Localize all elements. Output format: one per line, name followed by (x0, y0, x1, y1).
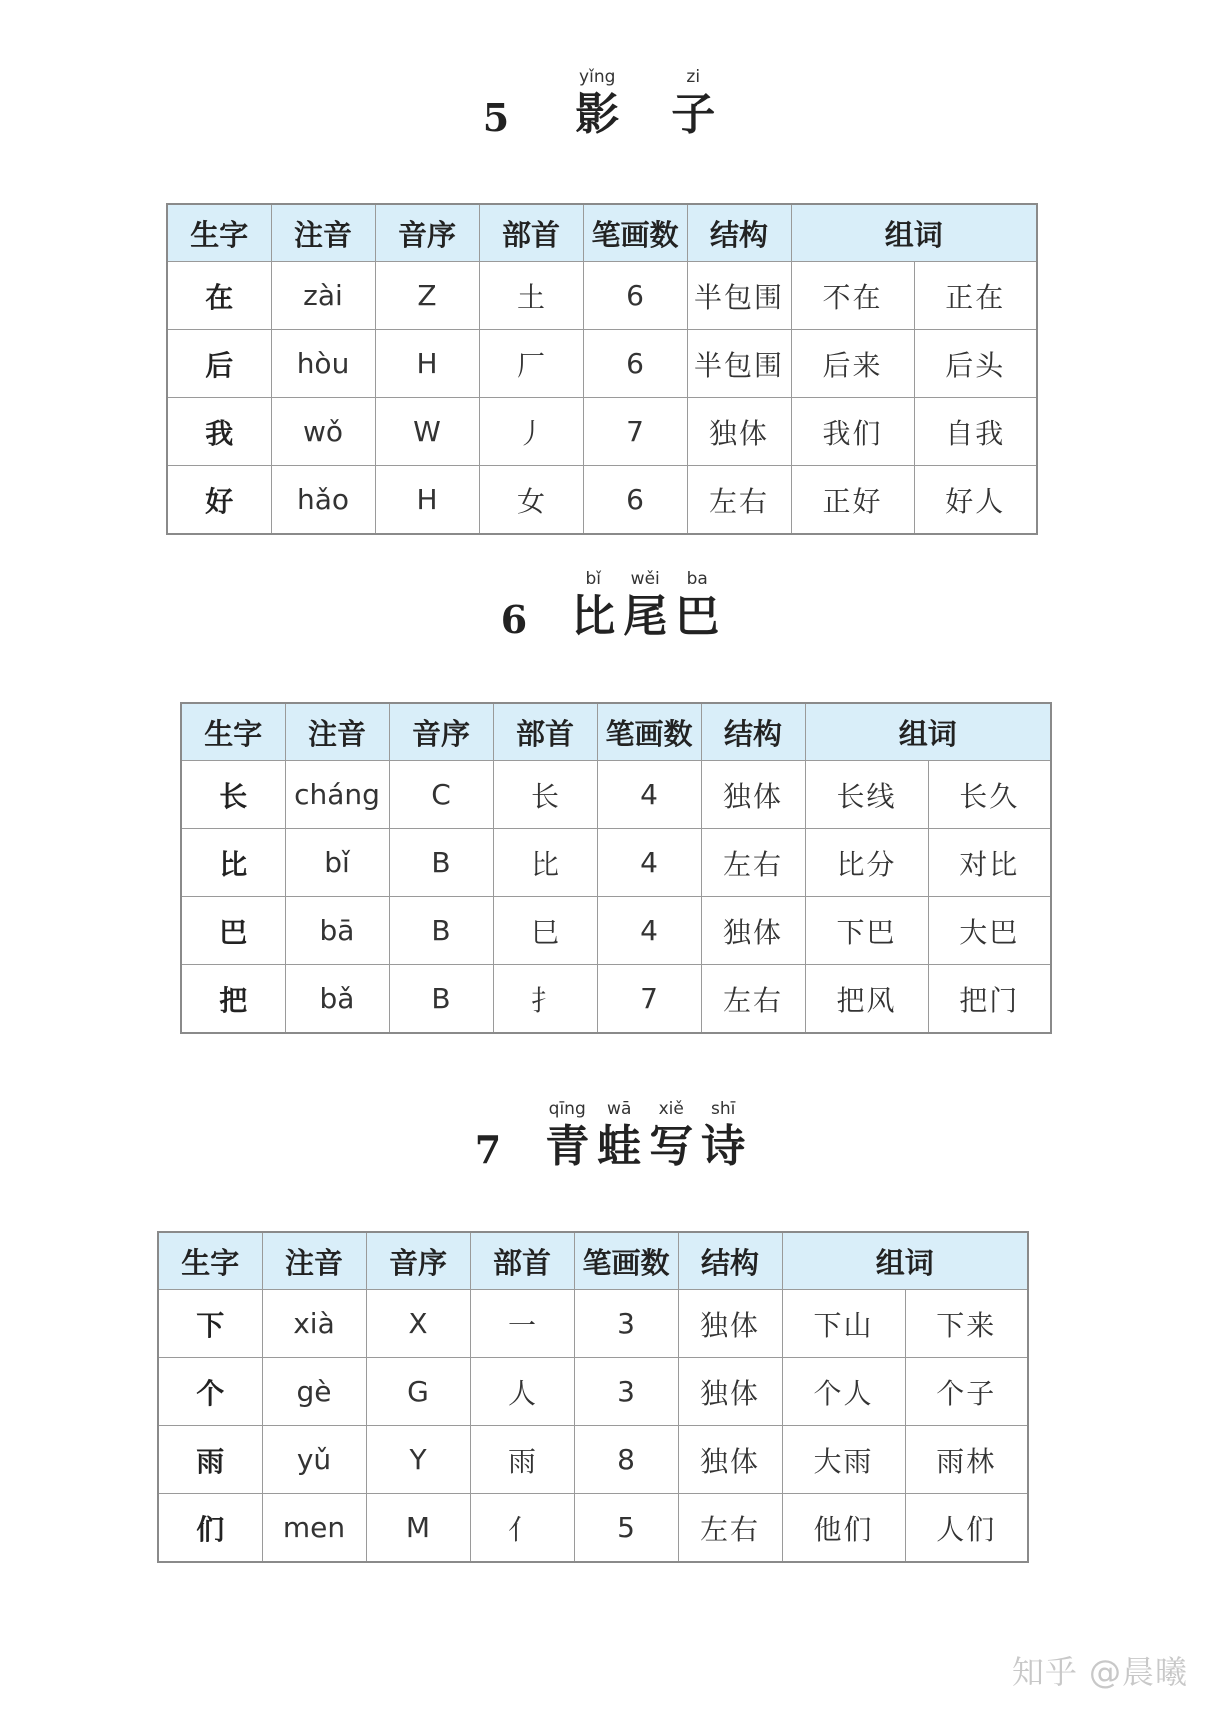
word-cell: 我们 (791, 398, 914, 466)
table-row (181, 897, 1051, 965)
radical-cell: 一 (470, 1290, 574, 1358)
order-cell: W (375, 398, 479, 466)
radical-cell: 土 (479, 262, 583, 330)
strokes-cell: 5 (574, 1494, 678, 1563)
table-row (158, 1494, 1028, 1563)
radical-cell: 雨 (470, 1426, 574, 1494)
title-char (575, 66, 619, 142)
title-hanzi: 影 (575, 89, 620, 140)
order-cell: G (366, 1358, 470, 1426)
word-cell: 把门 (928, 965, 1051, 1034)
header-yinxu: 音序 (366, 1232, 470, 1290)
header-zuci: 组词 (782, 1232, 1028, 1290)
radical-cell: 厂 (479, 330, 583, 398)
word-cell: 大巴 (928, 897, 1051, 965)
lesson-6-title (0, 568, 1224, 644)
pinyin-cell: yǔ (262, 1426, 366, 1494)
header-row (158, 1232, 1028, 1290)
title-char (571, 568, 615, 644)
title-hanzi: 尾 (623, 591, 668, 642)
order-cell: Z (375, 262, 479, 330)
strokes-cell: 4 (597, 829, 701, 897)
word-cell: 个人 (782, 1358, 905, 1426)
title-hanzi: 写 (649, 1121, 694, 1172)
lesson-7-vocab-table (157, 1231, 1029, 1563)
title-chars (567, 568, 723, 644)
title-pinyin: xiě (658, 1099, 684, 1119)
char-cell: 我 (167, 398, 271, 466)
pinyin-cell: zài (271, 262, 375, 330)
char-cell: 后 (167, 330, 271, 398)
table-row (167, 262, 1037, 330)
header-shengzi: 生字 (167, 204, 271, 262)
radical-cell: 女 (479, 466, 583, 535)
word-cell: 把风 (805, 965, 928, 1034)
header-zhuyin: 注音 (271, 204, 375, 262)
title-chars (549, 66, 741, 142)
word-cell: 长久 (928, 761, 1051, 829)
table-row (158, 1290, 1028, 1358)
order-cell: B (389, 897, 493, 965)
lesson-number: 7 (474, 1127, 502, 1172)
word-cell: 他们 (782, 1494, 905, 1563)
word-cell: 正好 (791, 466, 914, 535)
title-pinyin: wěi (630, 569, 660, 589)
table-row (167, 398, 1037, 466)
header-zuci: 组词 (805, 703, 1051, 761)
radical-cell: 亻 (470, 1494, 574, 1563)
title-hanzi: 诗 (701, 1121, 746, 1172)
title-chars (541, 1098, 749, 1174)
strokes-cell: 7 (597, 965, 701, 1034)
order-cell: C (389, 761, 493, 829)
table-row (167, 330, 1037, 398)
char-cell: 们 (158, 1494, 262, 1563)
table-row (181, 965, 1051, 1034)
title-pinyin: shī (711, 1099, 736, 1119)
header-zuci: 组词 (791, 204, 1037, 262)
title-pinyin: zi (686, 67, 701, 87)
word-cell: 下巴 (805, 897, 928, 965)
word-cell: 下山 (782, 1290, 905, 1358)
title-char (649, 1098, 693, 1174)
header-jiegou: 结构 (678, 1232, 782, 1290)
strokes-cell: 6 (583, 262, 687, 330)
strokes-cell: 6 (583, 330, 687, 398)
lesson-number: 6 (500, 597, 528, 642)
order-cell: B (389, 829, 493, 897)
word-cell: 对比 (928, 829, 1051, 897)
header-row (167, 204, 1037, 262)
char-cell: 雨 (158, 1426, 262, 1494)
char-cell: 下 (158, 1290, 262, 1358)
header-jiegou: 结构 (701, 703, 805, 761)
structure-cell: 左右 (678, 1494, 782, 1563)
title-pinyin: wā (607, 1099, 632, 1119)
pinyin-cell: xià (262, 1290, 366, 1358)
strokes-cell: 4 (597, 761, 701, 829)
pinyin-cell: gè (262, 1358, 366, 1426)
pinyin-cell: bā (285, 897, 389, 965)
title-pinyin: yǐng (579, 67, 616, 87)
title-char (701, 1098, 745, 1174)
watermark: 知乎 @晨曦 (1011, 1653, 1188, 1691)
char-cell: 比 (181, 829, 285, 897)
title-char (545, 1098, 589, 1174)
lesson-7-title (0, 1098, 1224, 1174)
radical-cell: 比 (493, 829, 597, 897)
table-row (181, 761, 1051, 829)
word-cell: 大雨 (782, 1426, 905, 1494)
word-cell: 长线 (805, 761, 928, 829)
strokes-cell: 8 (574, 1426, 678, 1494)
title-hanzi: 巴 (675, 591, 720, 642)
char-cell: 好 (167, 466, 271, 535)
title-pinyin: qīng (548, 1099, 586, 1119)
strokes-cell: 4 (597, 897, 701, 965)
title-char (623, 568, 667, 644)
lesson-6-vocab-table (180, 702, 1052, 1034)
title-hanzi: 青 (545, 1121, 590, 1172)
pinyin-cell: hòu (271, 330, 375, 398)
lesson-5-title (0, 66, 1224, 142)
word-cell: 不在 (791, 262, 914, 330)
title-pinyin: ba (686, 569, 708, 589)
structure-cell: 独体 (701, 897, 805, 965)
header-bushou: 部首 (493, 703, 597, 761)
header-yinxu: 音序 (375, 204, 479, 262)
lesson-number: 5 (482, 95, 510, 140)
pinyin-cell: hǎo (271, 466, 375, 535)
word-cell: 好人 (914, 466, 1037, 535)
header-bushou: 部首 (479, 204, 583, 262)
header-zhuyin: 注音 (285, 703, 389, 761)
pinyin-cell: bǐ (285, 829, 389, 897)
header-jiegou: 结构 (687, 204, 791, 262)
structure-cell: 独体 (678, 1290, 782, 1358)
title-hanzi: 子 (671, 89, 716, 140)
char-cell: 长 (181, 761, 285, 829)
header-shengzi: 生字 (181, 703, 285, 761)
lesson-5-vocab-table (166, 203, 1038, 535)
title-hanzi: 蛙 (597, 1121, 642, 1172)
char-cell: 个 (158, 1358, 262, 1426)
order-cell: Y (366, 1426, 470, 1494)
word-cell: 下来 (905, 1290, 1028, 1358)
word-cell: 正在 (914, 262, 1037, 330)
structure-cell: 半包围 (687, 330, 791, 398)
table-row (158, 1358, 1028, 1426)
order-cell: H (375, 466, 479, 535)
table-row (158, 1426, 1028, 1494)
radical-cell: 巳 (493, 897, 597, 965)
structure-cell: 左右 (701, 965, 805, 1034)
header-bihuashu: 笔画数 (597, 703, 701, 761)
structure-cell: 左右 (687, 466, 791, 535)
word-cell: 个子 (905, 1358, 1028, 1426)
radical-cell: 长 (493, 761, 597, 829)
header-yinxu: 音序 (389, 703, 493, 761)
radical-cell: 人 (470, 1358, 574, 1426)
header-row (181, 703, 1051, 761)
strokes-cell: 3 (574, 1358, 678, 1426)
title-hanzi: 比 (571, 591, 616, 642)
title-char (671, 66, 715, 142)
structure-cell: 独体 (687, 398, 791, 466)
word-cell: 后头 (914, 330, 1037, 398)
word-cell: 后来 (791, 330, 914, 398)
pinyin-cell: men (262, 1494, 366, 1563)
title-char (597, 1098, 641, 1174)
order-cell: B (389, 965, 493, 1034)
table-row (181, 829, 1051, 897)
word-cell: 自我 (914, 398, 1037, 466)
structure-cell: 独体 (678, 1426, 782, 1494)
table-row (167, 466, 1037, 535)
strokes-cell: 6 (583, 466, 687, 535)
strokes-cell: 7 (583, 398, 687, 466)
header-bihuashu: 笔画数 (583, 204, 687, 262)
title-char (675, 568, 719, 644)
header-zhuyin: 注音 (262, 1232, 366, 1290)
structure-cell: 独体 (678, 1358, 782, 1426)
radical-cell: 丿 (479, 398, 583, 466)
word-cell: 比分 (805, 829, 928, 897)
order-cell: M (366, 1494, 470, 1563)
word-cell: 雨林 (905, 1426, 1028, 1494)
char-cell: 在 (167, 262, 271, 330)
radical-cell: 扌 (493, 965, 597, 1034)
pinyin-cell: wǒ (271, 398, 375, 466)
order-cell: H (375, 330, 479, 398)
char-cell: 巴 (181, 897, 285, 965)
pinyin-cell: bǎ (285, 965, 389, 1034)
structure-cell: 半包围 (687, 262, 791, 330)
structure-cell: 独体 (701, 761, 805, 829)
word-cell: 人们 (905, 1494, 1028, 1563)
order-cell: X (366, 1290, 470, 1358)
structure-cell: 左右 (701, 829, 805, 897)
header-bushou: 部首 (470, 1232, 574, 1290)
header-shengzi: 生字 (158, 1232, 262, 1290)
pinyin-cell: cháng (285, 761, 389, 829)
strokes-cell: 3 (574, 1290, 678, 1358)
header-bihuashu: 笔画数 (574, 1232, 678, 1290)
char-cell: 把 (181, 965, 285, 1034)
title-pinyin: bǐ (585, 569, 601, 589)
